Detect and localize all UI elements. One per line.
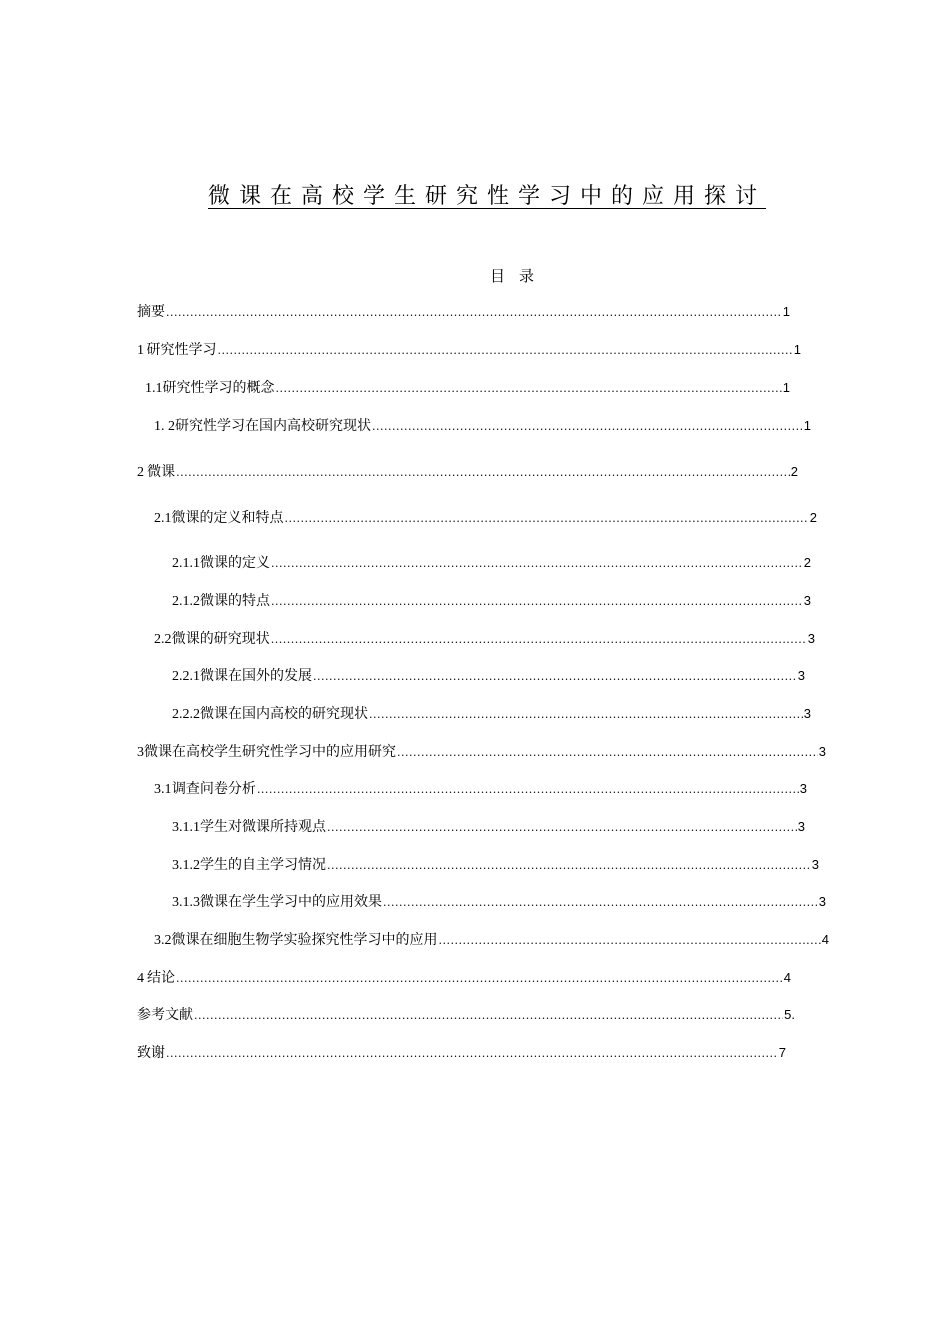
toc-entry-title: 微课在国外的发展 [200, 668, 312, 684]
toc-entry-chapter-2[interactable] [137, 462, 798, 482]
toc-entry-page: 3 [818, 744, 826, 759]
toc-dot-leader [327, 818, 797, 838]
toc-entry-title: 学生的自主学习情况 [200, 857, 326, 873]
toc-entry-page: 2 [809, 510, 817, 525]
toc-entry-page: 3 [803, 593, 811, 608]
toc-entry-section-2-1-1[interactable] [172, 553, 811, 573]
toc-entry-title: 微课在细胞生物学实验探究性学习中的应用 [171, 932, 438, 948]
toc-entry-number: 2.1.1 [172, 556, 200, 571]
toc-entry-page: 1 [803, 418, 811, 433]
toc-entry-title: 微课在国内高校的研究现状 [200, 706, 368, 722]
toc-entry-title: 摘要 [137, 304, 165, 320]
toc-dot-leader [276, 379, 782, 399]
toc-entry-section-2-2[interactable] [154, 629, 815, 649]
toc-entry-page: 4 [821, 932, 829, 947]
toc-entry-section-3-1-2[interactable] [172, 855, 819, 875]
toc-dot-leader [372, 417, 803, 437]
toc-entry-title: 微课的定义 [200, 555, 270, 571]
toc-entry-page: 3 [807, 631, 815, 646]
toc-entry-page: 3 [811, 857, 819, 872]
toc-entry-page: 5. [784, 1007, 795, 1022]
toc-entry-references[interactable] [137, 1005, 795, 1025]
toc-entry-section-3-2[interactable] [154, 930, 829, 950]
toc-entry-page: 7 [778, 1045, 786, 1060]
toc-entry-title: 微课的定义和特点 [171, 510, 284, 526]
document-title: 微课在高校学生研究性学习中的应用探讨 [208, 184, 767, 209]
toc-entry-number: 4 [137, 971, 144, 986]
toc-entry-page: 1 [782, 380, 790, 395]
toc-entry-number: 2.2.1 [172, 669, 200, 684]
toc-entry-section-1-1[interactable] [145, 378, 790, 398]
toc-entry-title: 微课 [147, 464, 176, 480]
toc-entry-page: 3 [797, 668, 805, 683]
toc-entry-page: 3 [797, 819, 805, 834]
toc-entry-number: 2.2 [154, 632, 172, 647]
toc-entry-number: 3.2 [154, 933, 172, 948]
toc-entry-section-3-1[interactable] [154, 779, 807, 799]
toc-dot-leader [218, 341, 793, 361]
toc-entry-number: 2.1.2 [172, 594, 200, 609]
toc-dot-leader [166, 1044, 778, 1064]
toc-entry-chapter-4[interactable] [137, 968, 791, 988]
toc-entry-number: 3 [137, 745, 144, 760]
toc-dot-leader [439, 931, 821, 951]
toc-entry-title: 调查问卷分析 [171, 781, 256, 797]
toc-entry-section-1-2[interactable] [154, 416, 811, 436]
toc-entry-title: 致谢 [137, 1045, 165, 1061]
toc-entry-page: 3 [799, 781, 807, 796]
toc-entry-title: 研究性学习在国内高校研究现状 [175, 418, 371, 434]
toc-entry-title: 微课的研究现状 [171, 631, 270, 647]
toc-entry-section-2-2-2[interactable] [172, 704, 811, 724]
toc-entry-title: 学生对微课所持观点 [200, 819, 326, 835]
toc-entry-chapter-3[interactable] [137, 742, 826, 762]
toc-entry-title: 微课的特点 [200, 593, 270, 609]
toc-dot-leader [271, 592, 803, 612]
toc-entry-section-3-1-3[interactable] [172, 892, 826, 912]
toc-dot-leader [383, 893, 818, 913]
toc-entry-chapter-1[interactable] [137, 340, 801, 360]
toc-dot-leader [285, 509, 809, 529]
toc-entry-page: 1 [793, 342, 801, 357]
toc-dot-leader [166, 303, 782, 323]
toc-entry-acknowledgements[interactable] [137, 1043, 786, 1063]
toc-entry-title: 微课在高校学生研究性学习中的应用研究 [144, 744, 396, 760]
toc-dot-leader [327, 856, 811, 876]
toc-entry-number: 3.1 [154, 782, 172, 797]
toc-entry-title: 微课在学生学习中的应用效果 [200, 894, 382, 910]
toc-entry-number: 1.1 [145, 381, 163, 396]
toc-dot-leader [194, 1006, 783, 1026]
toc-entry-number: 3.1.2 [172, 858, 200, 873]
toc-dot-leader [313, 667, 797, 687]
toc-entry-abstract[interactable] [137, 302, 790, 322]
toc-entry-section-2-2-1[interactable] [172, 666, 805, 686]
toc-dot-leader [271, 630, 807, 650]
toc-entry-title: 结论 [147, 970, 176, 986]
toc-entry-page: 2 [790, 464, 798, 479]
toc-entry-section-3-1-1[interactable] [172, 817, 805, 837]
toc-entry-number: 1 [137, 343, 144, 358]
toc-dot-leader [369, 705, 803, 725]
toc-dot-leader [257, 780, 799, 800]
toc-dot-leader [176, 463, 790, 483]
toc-entry-title: 研究性学习 [146, 342, 217, 358]
toc-entry-number: 3.1.1 [172, 820, 200, 835]
toc-dot-leader [271, 554, 803, 574]
toc-entry-section-2-1-2[interactable] [172, 591, 811, 611]
toc-entry-page: 1 [782, 304, 790, 319]
toc-heading: 目录 [490, 267, 549, 285]
toc-entry-number: 2 [137, 465, 144, 480]
toc-dot-leader [176, 969, 783, 989]
toc-dot-leader [397, 743, 818, 763]
toc-entry-page: 3 [818, 894, 826, 909]
toc-entry-number: 2.2.2 [172, 707, 200, 722]
toc-entry-number: 2.1 [154, 511, 172, 526]
toc-entry-page: 2 [803, 555, 811, 570]
toc-entry-section-2-1[interactable] [154, 508, 817, 528]
toc-entry-page: 4 [783, 970, 791, 985]
toc-entry-title: 研究性学习的概念 [162, 380, 275, 396]
toc-entry-title: 参考文献 [137, 1007, 193, 1023]
toc-entry-number: 1. 2 [154, 419, 175, 434]
toc-entry-number: 3.1.3 [172, 895, 200, 910]
toc-entry-page: 3 [803, 706, 811, 721]
